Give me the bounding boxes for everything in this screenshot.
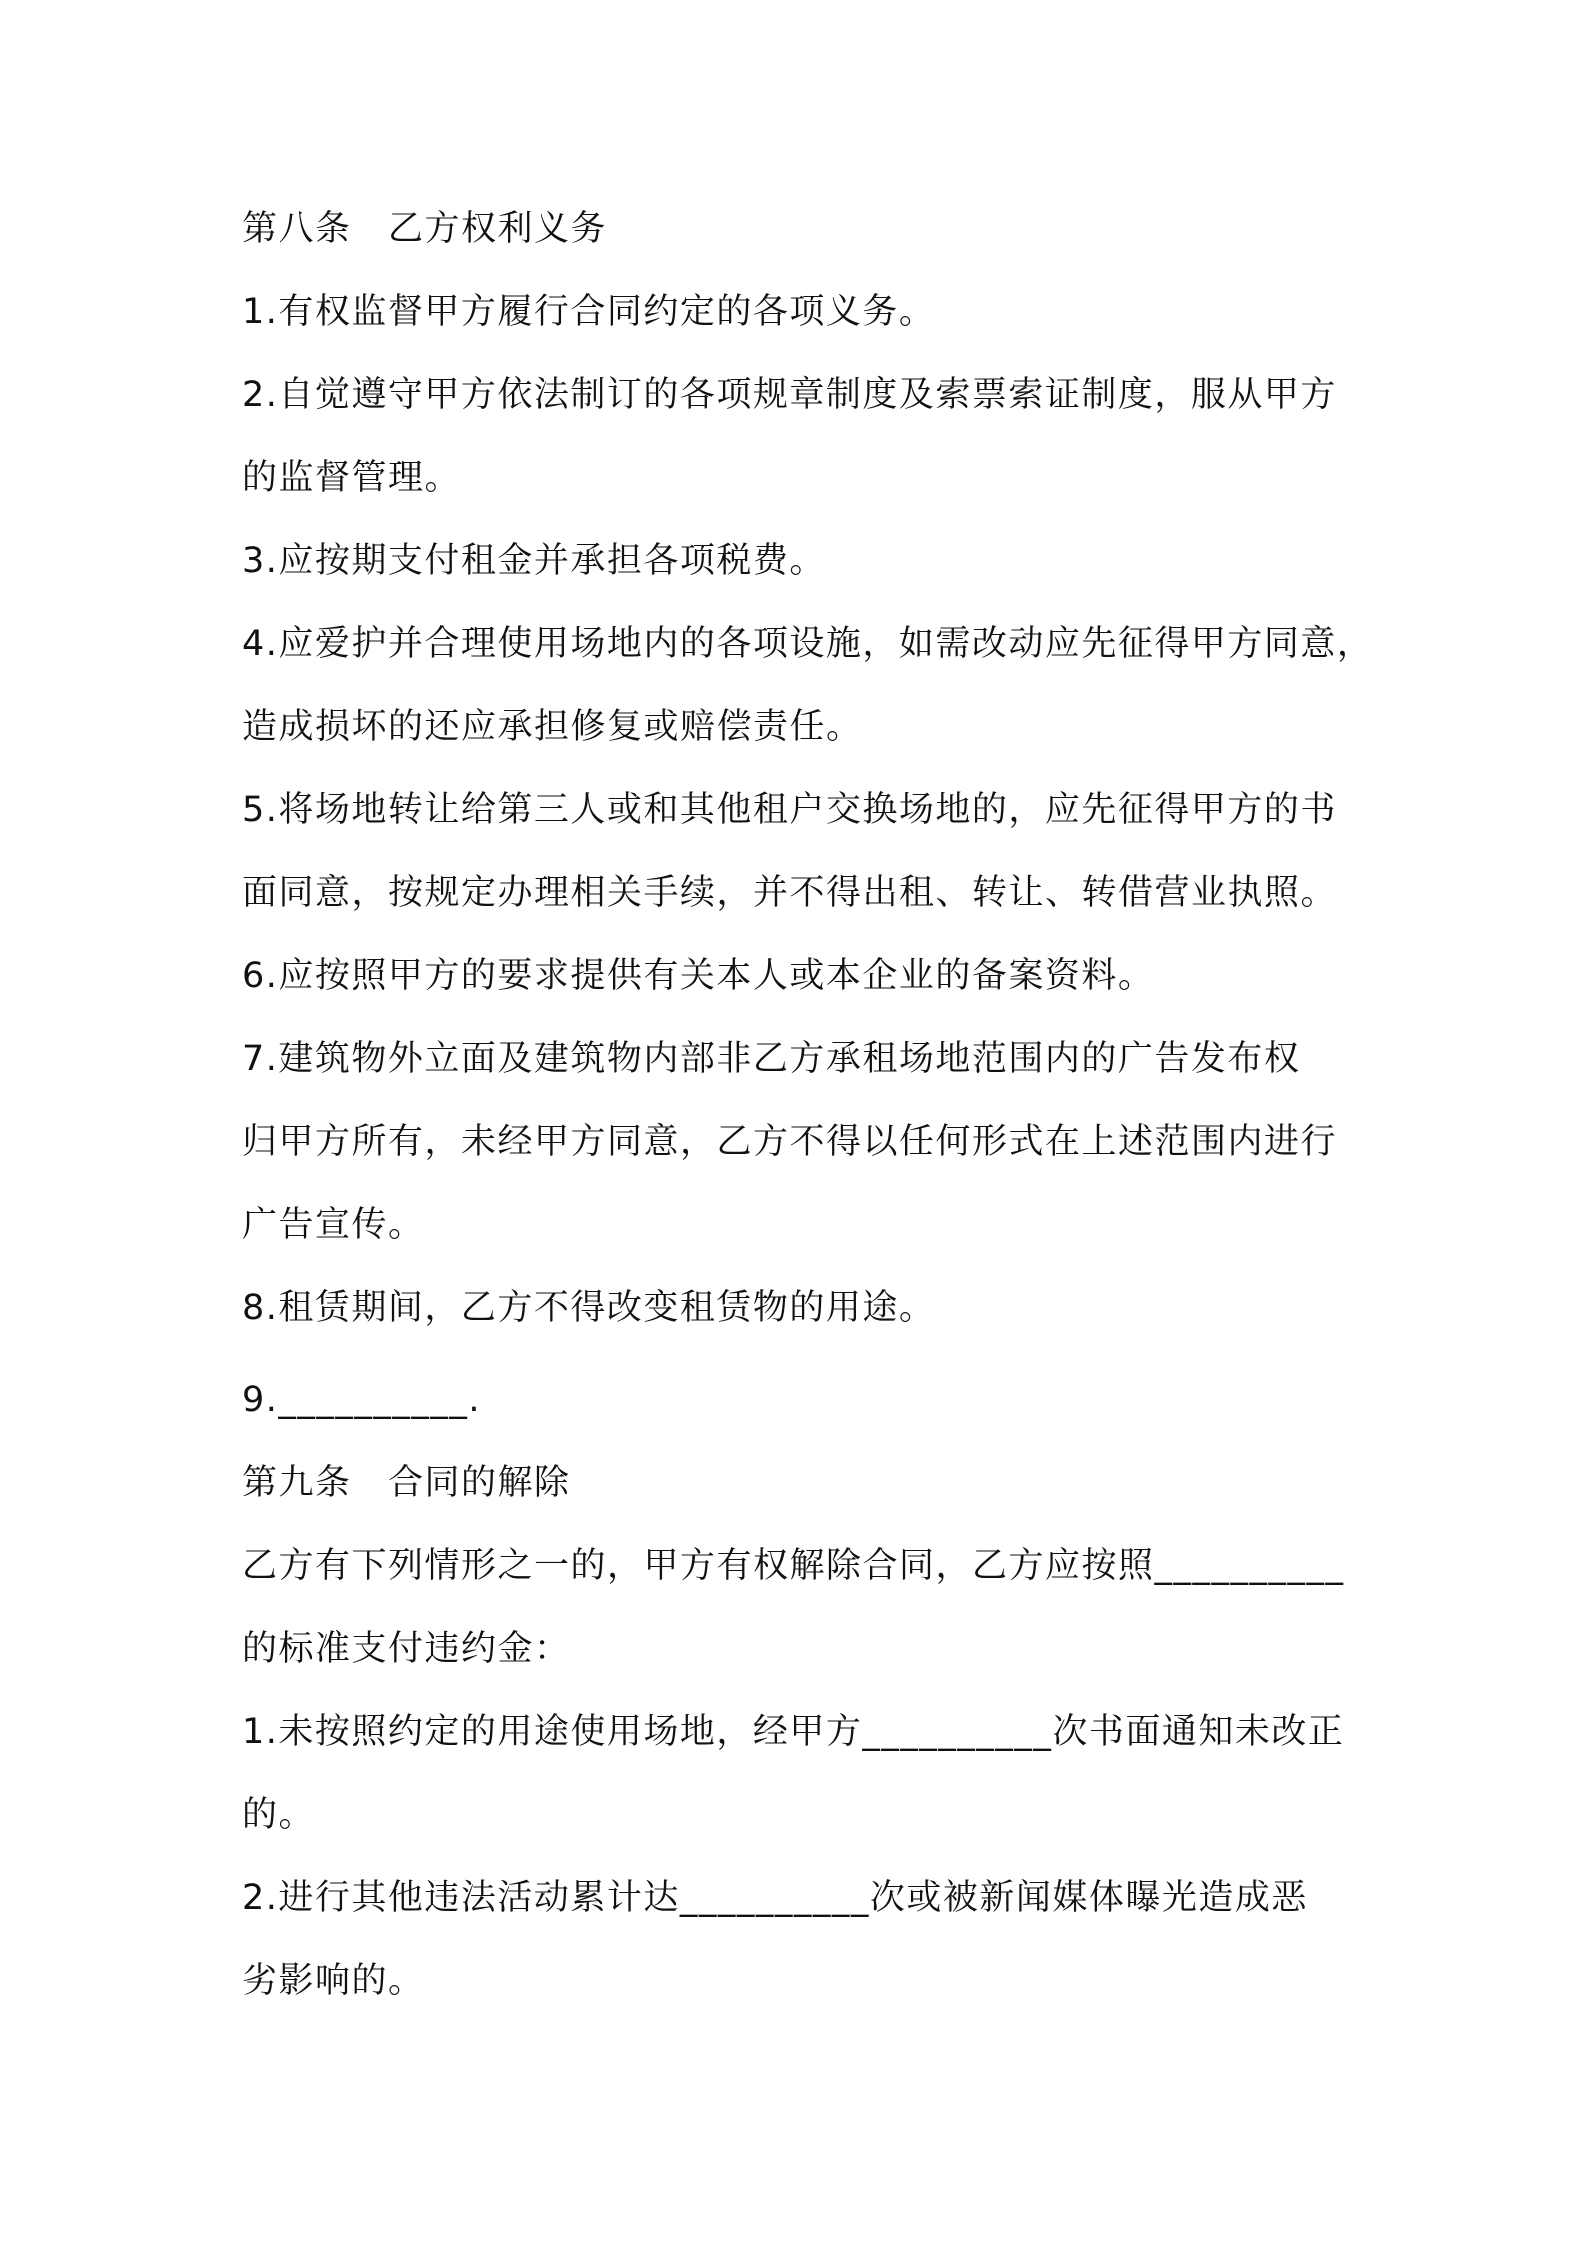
article-9-item-1-line-2: 的。 [242,1795,316,1835]
article-8-item-9: 9.__________. [242,1380,482,1420]
article-9-item-2-line-2: 劣影响的。 [242,1961,425,2001]
article-8-item-5-line-2: 面同意，按规定办理相关手续，并不得出租、转让、转借营业执照。 [242,873,1338,913]
article-8-item-3: 3.应按期支付租金并承担各项税费。 [242,541,826,581]
article-8-item-8: 8.租赁期间，乙方不得改变租赁物的用途。 [242,1288,936,1328]
article-8-item-2-line-1: 2.自觉遵守甲方依法制订的各项规章制度及索票索证制度，服从甲方 [242,375,1337,415]
article-9-item-1-line-1: 1.未按照约定的用途使用场地，经甲方__________次书面通知未改正 [242,1712,1345,1752]
article-8-item-7-line-3: 广告宣传。 [242,1205,425,1245]
article-8-item-1: 1.有权监督甲方履行合同约定的各项义务。 [242,292,936,332]
article-8-item-4-line-2: 造成损坏的还应承担修复或赔偿责任。 [242,707,863,747]
article-9-intro-line-1: 乙方有下列情形之一的，甲方有权解除合同，乙方应按照__________ [242,1546,1345,1586]
article-9-intro-line-2: 的标准支付违约金： [242,1629,571,1669]
article-8-item-2-line-2: 的监督管理。 [242,458,462,498]
article-8-item-7-line-1: 7.建筑物外立面及建筑物内部非乙方承租场地范围内的广告发布权 [242,1039,1301,1079]
article-9-item-2-line-1: 2.进行其他违法活动累计达__________次或被新闻媒体曝光造成恶 [242,1878,1308,1918]
article-8-heading: 第八条 乙方权利义务 [242,209,608,249]
article-9-heading: 第九条 合同的解除 [242,1463,571,1503]
article-8-item-4-line-1: 4.应爱护并合理使用场地内的各项设施，如需改动应先征得甲方同意， [242,624,1374,664]
article-8-item-7-line-2: 归甲方所有，未经甲方同意，乙方不得以任何形式在上述范围内进行 [242,1122,1338,1162]
article-8-item-6: 6.应按照甲方的要求提供有关本人或本企业的备案资料。 [242,956,1155,996]
article-8-item-5-line-1: 5.将场地转让给第三人或和其他租户交换场地的，应先征得甲方的书 [242,790,1337,830]
